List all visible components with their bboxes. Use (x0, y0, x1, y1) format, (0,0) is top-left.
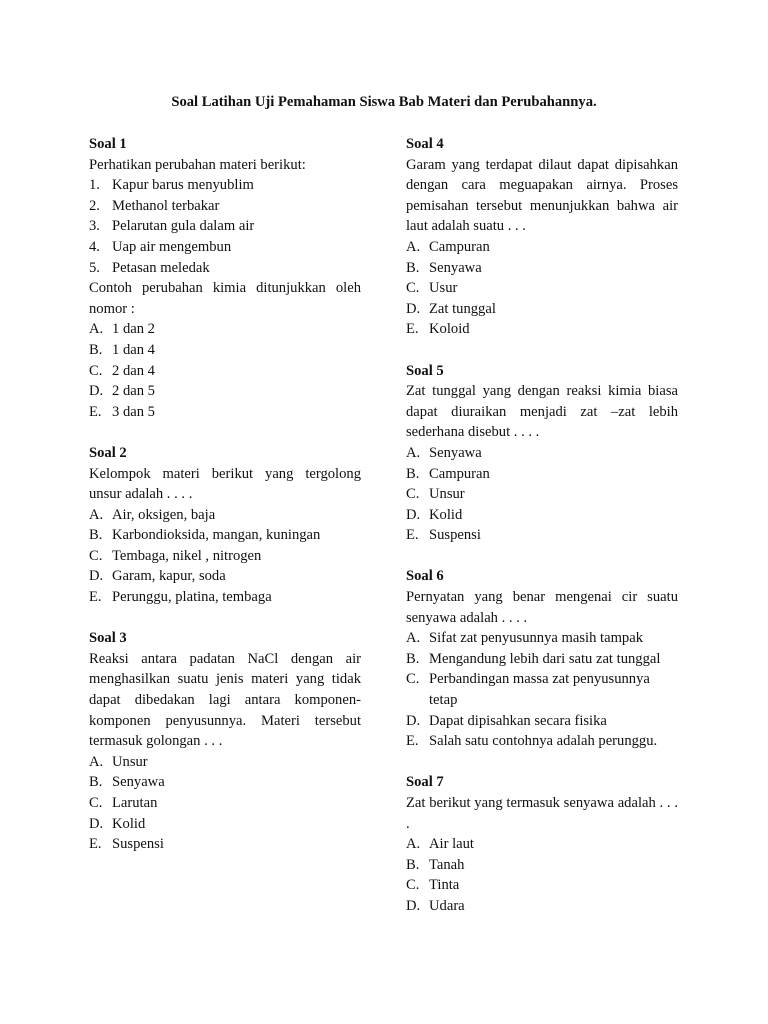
option-letter: D. (89, 815, 104, 832)
item-text: Uap air mengembun (112, 238, 232, 255)
item-text: Kapur barus menyublim (112, 177, 254, 194)
answer-option (406, 628, 678, 649)
answer-option (89, 834, 361, 855)
question-stem: Pernyatan yang benar mengenai cir suatu senyawa adalah . . . . (406, 589, 678, 626)
answer-option (406, 299, 678, 320)
option-letter: B. (89, 527, 103, 544)
answer-option (406, 649, 678, 670)
answer-option (89, 752, 361, 773)
option-letter: B. (406, 465, 420, 482)
option-letter: E. (406, 733, 419, 750)
option-text: Udara (429, 897, 465, 914)
option-text: Tinta (429, 877, 460, 894)
question-heading: Soal 2 (89, 444, 127, 461)
answer-option (406, 669, 678, 710)
option-letter: B. (406, 856, 420, 873)
question-block (89, 628, 361, 855)
option-text: Campuran (429, 465, 490, 482)
numbered-item (89, 258, 361, 279)
option-text: 3 dan 5 (112, 403, 155, 420)
answer-option (406, 484, 678, 505)
question-heading: Soal 4 (406, 136, 444, 152)
option-letter: D. (406, 897, 421, 914)
option-letter: A. (89, 753, 104, 770)
option-letter: C. (89, 795, 103, 811)
right-column (406, 134, 678, 937)
option-text: Kolid (112, 815, 146, 832)
answer-option (89, 546, 361, 567)
answer-option (406, 711, 678, 732)
numbered-item (89, 216, 361, 237)
numbered-item (89, 237, 361, 258)
question-prompt: Contoh perubahan kimia ditunjukkan oleh nomor : (89, 280, 361, 317)
option-text: Senyawa (112, 774, 165, 791)
answer-option (89, 361, 361, 382)
option-letter: C. (406, 671, 420, 688)
answer-option (89, 340, 361, 361)
question-heading: Soal 7 (406, 774, 444, 791)
option-text: Zat tunggal (429, 300, 496, 317)
answer-option (89, 319, 361, 340)
option-letter: A. (406, 836, 421, 853)
option-text: 1 dan 2 (112, 321, 155, 338)
option-text: Garam, kapur, soda (112, 568, 226, 585)
answer-option (406, 525, 678, 546)
answer-option (89, 793, 361, 814)
item-number: 2. (89, 197, 100, 214)
answer-option (406, 319, 678, 340)
option-letter: D. (406, 712, 421, 729)
question-stem: Zat berikut yang termasuk senyawa adalah . . . . (406, 795, 678, 832)
item-text: Petasan meledak (112, 259, 210, 276)
answer-option (406, 443, 678, 464)
option-letter: C. (89, 362, 103, 379)
question-heading: Soal 6 (406, 568, 444, 585)
question-block (406, 134, 678, 340)
option-text: Perbandingan massa zat penyusunnya tetap (429, 671, 650, 709)
option-text: Kolid (429, 506, 463, 523)
question-block (89, 134, 361, 422)
item-number: 1. (89, 177, 100, 194)
option-text: Senyawa (429, 259, 482, 276)
answer-option (406, 464, 678, 485)
answer-option (89, 381, 361, 402)
option-text: Campuran (429, 238, 490, 255)
option-text: Tembaga, nikel , nitrogen (112, 547, 262, 564)
answer-option (89, 525, 361, 546)
answer-option (89, 772, 361, 793)
answer-option (89, 505, 361, 526)
numbered-item (89, 196, 361, 217)
option-letter: B. (406, 650, 420, 667)
question-block (406, 566, 678, 751)
option-letter: E. (89, 589, 102, 606)
option-letter: D. (89, 568, 104, 585)
answer-option (89, 566, 361, 587)
option-letter: B. (89, 341, 103, 358)
question-heading: Soal 3 (89, 630, 127, 647)
question-heading: Soal 5 (406, 362, 444, 379)
answer-option (406, 896, 678, 917)
option-text: Air, oksigen, baja (112, 506, 216, 523)
question-stem: Zat tunggal yang dengan reaksi kimia biasa dapat diuraikan menjadi zat –zat lebih sederhana disebut . . . . (406, 383, 678, 441)
item-text: Pelarutan gula dalam air (112, 218, 255, 235)
option-text: Karbondioksida, mangan, kuningan (112, 527, 321, 544)
answer-option (406, 875, 678, 896)
option-letter: D. (406, 506, 421, 523)
answer-option (406, 258, 678, 279)
option-letter: A. (406, 630, 421, 647)
answer-option (406, 731, 678, 752)
answer-option (406, 505, 678, 526)
question-stem: Reaksi antara padatan NaCl dengan air menghasilkan suatu jenis materi yang tidak dapat dibedakan lagi antara komponen-komponen penyusunnya. Materi tersebut termasuk golongan . . . (89, 650, 361, 750)
option-text: Salah satu contohnya adalah perunggu. (429, 733, 658, 750)
option-text: Unsur (429, 486, 465, 503)
question-block (89, 443, 361, 608)
option-letter: C. (406, 280, 420, 297)
option-text: Suspensi (429, 527, 481, 544)
item-text: Methanol terbakar (112, 197, 220, 214)
option-text: Usur (429, 280, 458, 297)
question-block (406, 772, 678, 916)
option-letter: E. (406, 321, 419, 338)
option-text: Sifat zat penyusunnya masih tampak (429, 630, 643, 647)
answer-option (89, 814, 361, 835)
option-letter: A. (89, 321, 104, 338)
option-text: Perunggu, platina, tembaga (112, 589, 272, 606)
option-letter: E. (89, 836, 102, 853)
item-number: 4. (89, 238, 100, 255)
option-letter: A. (89, 506, 104, 523)
document-title: Soal Latihan Uji Pemahaman Siswa Bab Materi dan Perubahannya. (171, 94, 597, 110)
answer-option (89, 402, 361, 423)
item-number: 3. (89, 218, 100, 235)
option-letter: A. (406, 238, 421, 255)
answer-option (406, 855, 678, 876)
item-number: 5. (89, 259, 100, 276)
option-letter: E. (89, 403, 102, 420)
option-text: Unsur (112, 753, 148, 770)
option-letter: D. (89, 383, 104, 400)
option-letter: C. (406, 486, 420, 503)
numbered-item (89, 175, 361, 196)
answer-option (89, 587, 361, 608)
option-text: Suspensi (112, 836, 164, 853)
option-text: Koloid (429, 321, 470, 338)
option-text: Mengandung lebih dari satu zat tunggal (429, 650, 661, 667)
option-text: 2 dan 4 (112, 362, 155, 379)
option-text: Tanah (429, 856, 465, 873)
option-letter: C. (89, 547, 103, 564)
option-text: Air laut (429, 836, 474, 853)
option-text: Larutan (112, 795, 158, 811)
question-block (406, 361, 678, 546)
option-letter: C. (406, 877, 420, 894)
question-stem: Perhatikan perubahan materi berikut: (89, 156, 306, 173)
option-letter: B. (89, 774, 103, 791)
option-text: 2 dan 5 (112, 383, 155, 400)
question-heading: Soal 1 (89, 136, 127, 152)
question-stem: Kelompok materi berikut yang tergolong unsur adalah . . . . (89, 465, 361, 503)
option-letter: D. (406, 300, 421, 317)
answer-option (406, 834, 678, 855)
answer-option (406, 237, 678, 258)
answer-option (406, 278, 678, 299)
question-stem: Garam yang terdapat dilaut dapat dipisahkan dengan cara meguapakan airnya. Proses pemisahan tersebut menunjukkan bahwa air laut adalah suatu . . . (406, 156, 678, 235)
left-column (89, 134, 361, 875)
option-text: 1 dan 4 (112, 341, 155, 358)
option-text: Dapat dipisahkan secara fisika (429, 712, 607, 729)
option-letter: A. (406, 444, 421, 461)
option-text: Senyawa (429, 444, 482, 461)
option-letter: E. (406, 527, 419, 544)
option-letter: B. (406, 259, 420, 276)
